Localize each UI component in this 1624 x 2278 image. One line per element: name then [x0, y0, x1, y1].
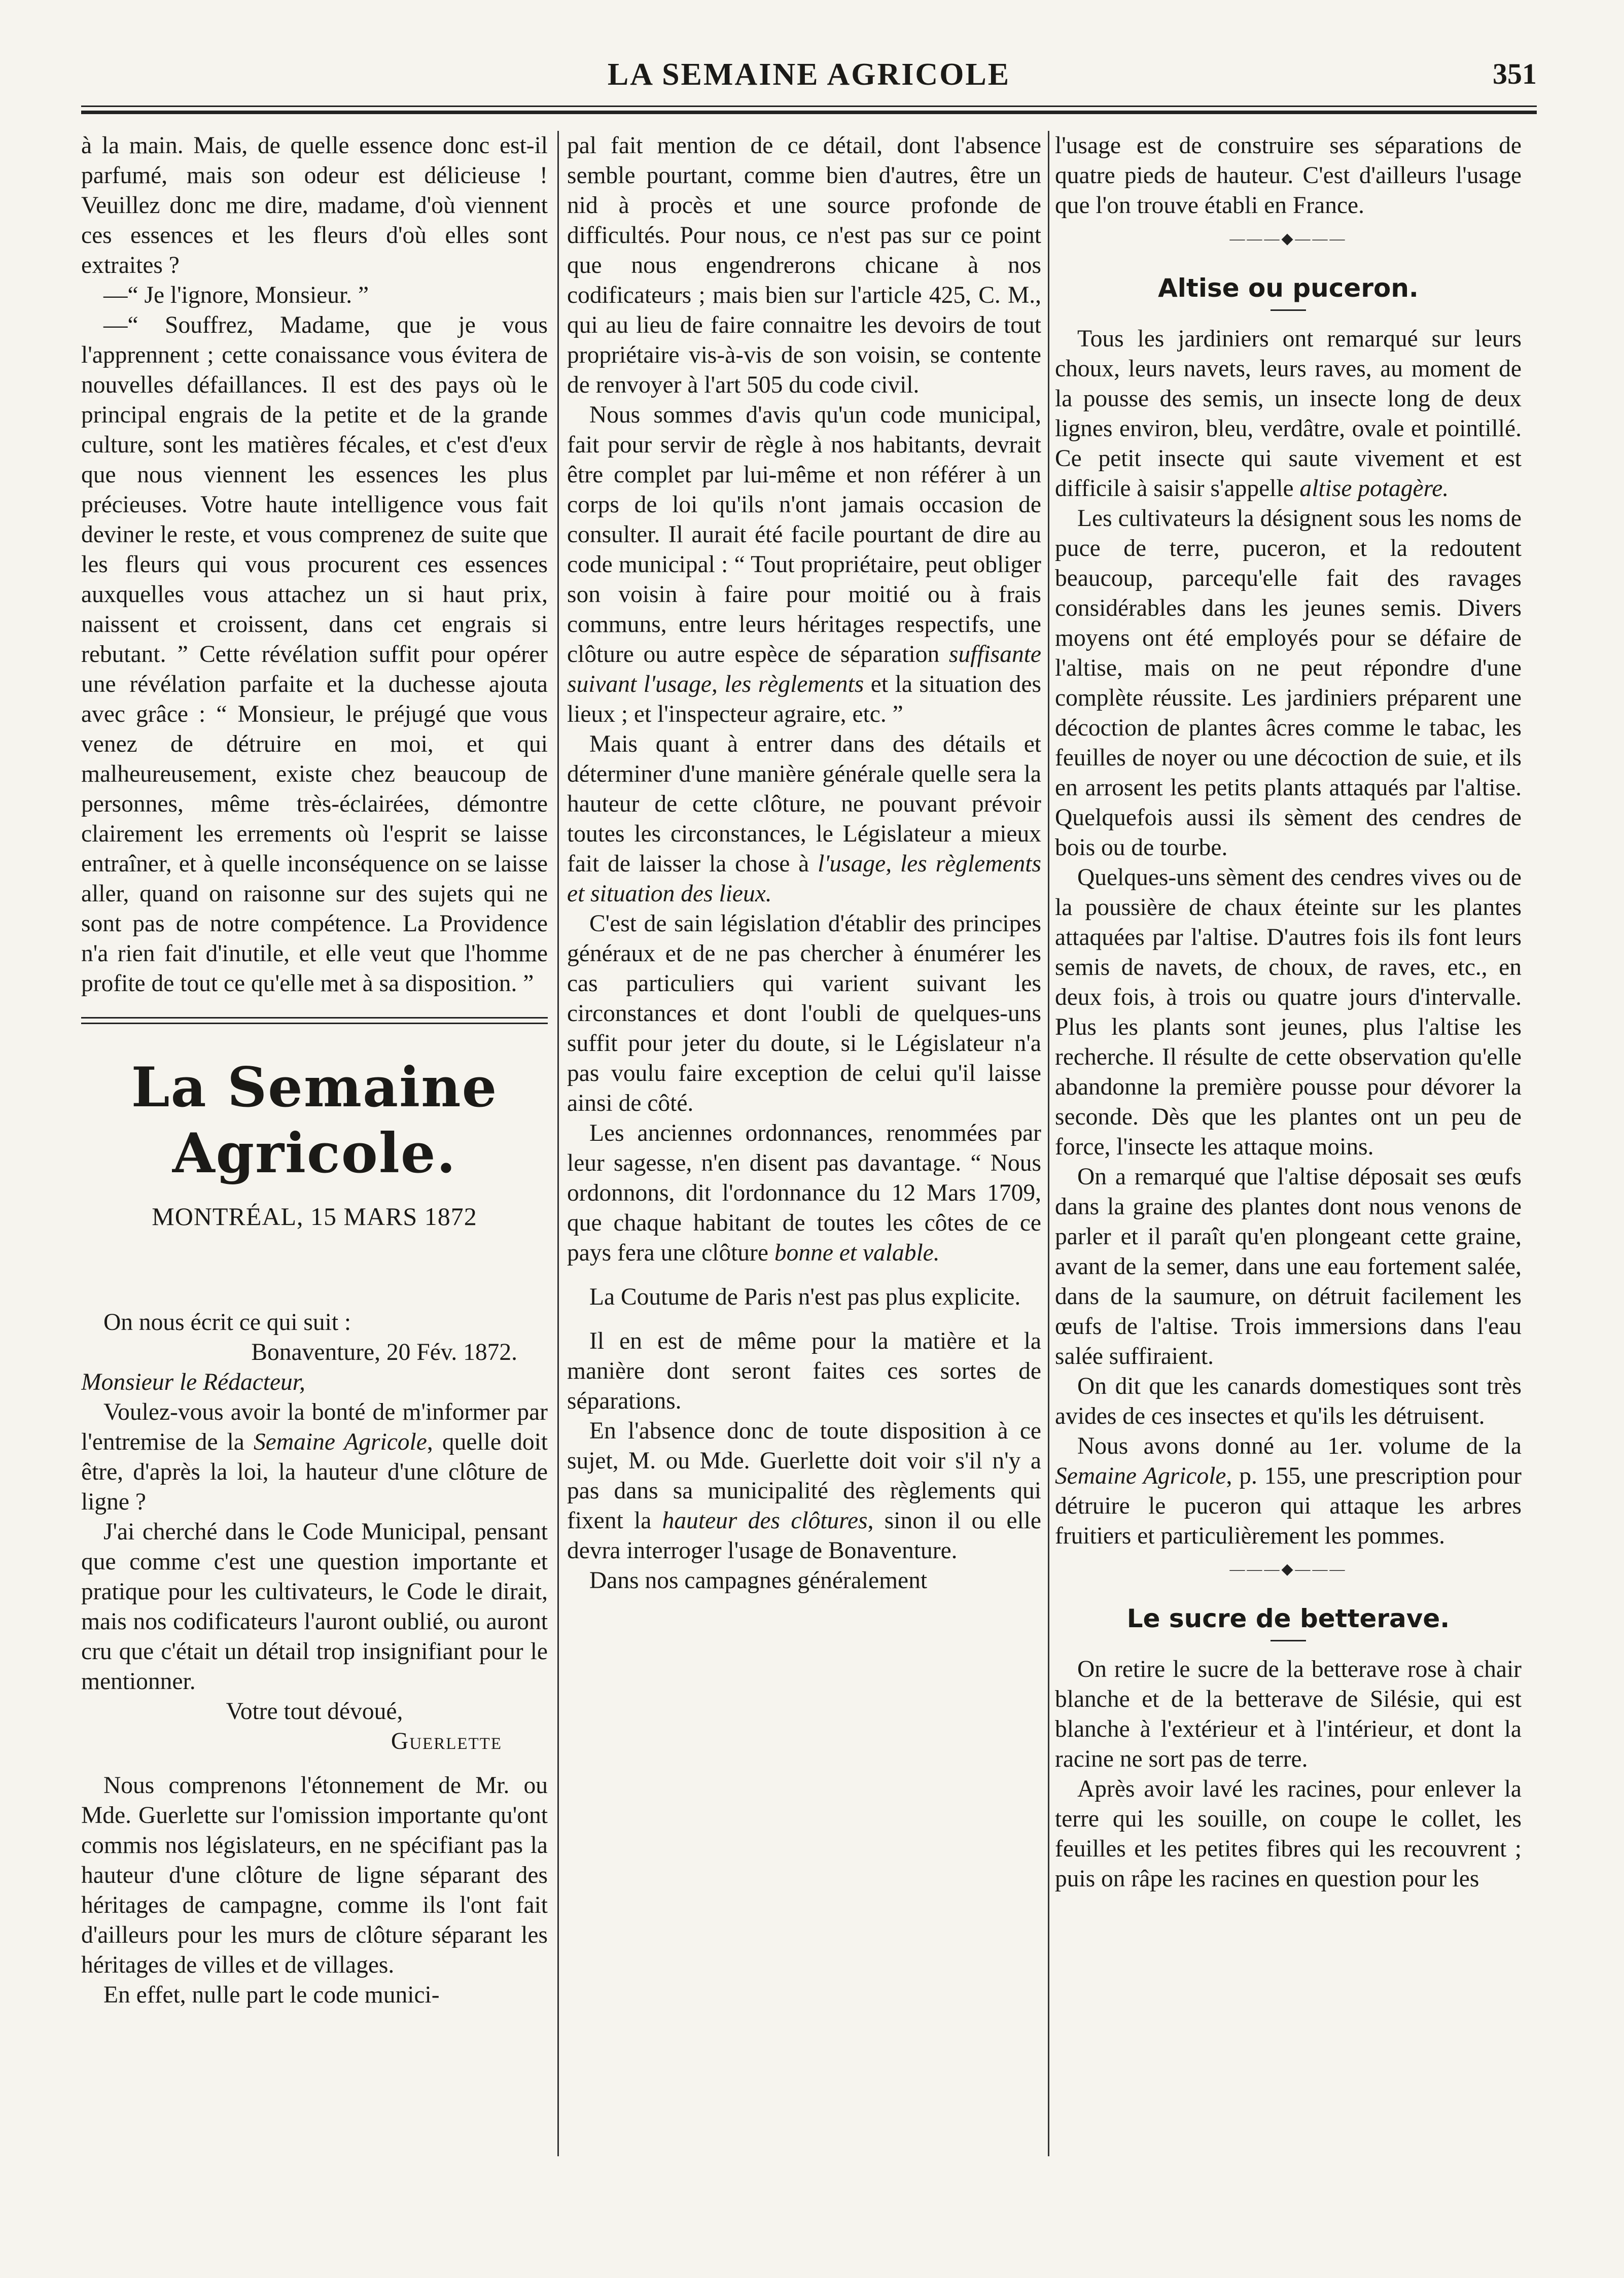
- text-run: En l'absence donc de toute disposition à ce sujet, M. ou Mde. Guerlette doit voir s'il n'y a pas dans sa municipalité des règlements qui fixent la: [567, 1418, 1041, 1534]
- paragraph: En effet, nulle part le code munici-: [103, 1982, 440, 2008]
- paragraph: l'usage est de construire ses séparations de quatre pieds de hauteur. C'est d'ailleurs l'usage que l'on trouve établi en France.: [1055, 132, 1522, 219]
- section-double-rule: [81, 1017, 548, 1024]
- masthead-title: La Semaine Agricole.: [131, 1056, 498, 1185]
- paragraph: Les cultivateurs la désignent sous les noms de puce de terre, puceron, et la redoutent beaucoup, parcequ'elle fait des ravages considérables dans les jeunes semis. Divers moyens ont été employés pour se défaire de l'altise, mais on ne peut répondre d'une complète réussite. Les jardiniers préparent une décoction de plantes âcres comme le tabac, les feuilles de noyer ou une décoction de suie, et ils en arrosent les petits plants attaqués par l'altise. Quelquefois aussi ils sèment des cendres de bois ou de tourbe.: [1055, 505, 1522, 861]
- text-run: , p. 155, une prescription pour détruire le puceron qui attaque les arbres fruitiers et particulièrement les pommes.: [1055, 1463, 1522, 1549]
- column-left: [81, 131, 548, 2156]
- heading-rule: [1270, 1640, 1306, 1641]
- text-run: Nous sommes d'avis qu'un code municipal, fait pour servir de règle à nos habitants, devrait être complet par lui-même et non référer à un corps de loi qu'ils n'ont jamais occasion de consulter. Il aurait été facile pourtant de dire au code municipal : “ Tout propriétaire, peut obliger son voisin à faire pour moitié ou à frais communs, entre leurs héritages respectifs, une clôture ou autre espèce de séparation: [567, 402, 1041, 668]
- paragraph: J'ai cherché dans le Code Municipal, pensant que comme c'est une question importante et pratique pour les cultivateurs, le Code le dirait, mais nos codificateurs l'auront oublié, ou auront cru que c'était un détail trop insignifiant pour le mentionner.: [81, 1519, 548, 1695]
- paragraph: On dit que les canards domestiques sont très avides de ces insectes et qu'ils les détruisent.: [1055, 1373, 1522, 1429]
- paragraph: pal fait mention de ce détail, dont l'absence semble pourtant, comme bien d'autres, être un nid à procès et une source profonde de difficultés. Pour nous, ce n'est pas sur ce point que nous engendrerons chicane à nos codificateurs ; mais bien sur l'article 425, C. M., qui au lieu de faire connaitre les devoirs de tout propriétaire vis-à-vis de son voisin, se contente de renvoyer à l'art 505 du code civil.: [567, 132, 1041, 398]
- paragraph: [567, 1118, 1041, 1268]
- header-rule-thick: [81, 111, 1537, 114]
- italic-run: suffisante suivant l'usage, les règlements: [567, 641, 1041, 697]
- paragraph: —“ Je l'ignore, Monsieur. ”: [103, 282, 369, 308]
- paragraph: La Coutume de Paris n'est pas plus explicite.: [589, 1284, 1021, 1310]
- paragraph: [567, 729, 1041, 909]
- section-heading: Altise ou puceron.: [1158, 273, 1419, 303]
- text-run: , sinon il ou elle devra interroger l'usage de Bonaventure.: [567, 1508, 1041, 1564]
- paragraph: On nous écrit ce qui suit :: [103, 1309, 351, 1336]
- column-divider-right: [1048, 131, 1049, 2156]
- paragraph: [81, 1397, 548, 1517]
- text-run: , quelle doit être, d'après la loi, la hauteur d'une clôture de ligne ?: [81, 1429, 548, 1515]
- page-number: 351: [1493, 57, 1537, 90]
- text-run: Nous avons donné au 1er. volume de la: [1077, 1433, 1522, 1459]
- letter-place-date: Bonaventure, 20 Fév. 1872.: [251, 1339, 517, 1365]
- text-run: Les anciennes ordonnances, renommées par leur sagesse, n'en disent pas davantage. “ Nous ordonnons, dit l'ordonnance du 12 Mars 1709, que chaque habitant de toutes les côtes de ce pays fera une clôture: [567, 1120, 1041, 1266]
- paragraph: Après avoir lavé les racines, pour enlever la terre qui les souille, on coupe le collet, les feuilles et les petites fibres qui les recouvrent ; puis on râpe les racines en question pour les: [1055, 1776, 1522, 1892]
- italic-run: Semaine Agricole: [1055, 1463, 1226, 1489]
- text-run: Tous les jardiniers ont remarqué sur leurs choux, leurs navets, leurs raves, au moment de la pousse des semis, un insecte long de deux lignes environ, bleu, verdâtre, ovale et pointillé. Ce petit insecte qui saute vivement et est difficile à saisir s'appelle: [1055, 326, 1522, 502]
- paragraph: Nous comprenons l'étonnement de Mr. ou Mde. Guerlette sur l'omission importante qu'ont commis nos législateurs, en ne spécifiant pas la hauteur d'une clôture de ligne séparant des héritages de campagne, comme ils l'ont fait d'ailleurs pour les murs de clôture séparant les héritages de villes et de villages.: [81, 1772, 548, 1978]
- ornament-divider: ———◆———: [1229, 230, 1347, 247]
- section-heading: Le sucre de betterave.: [1126, 1604, 1450, 1633]
- italic-run: l'usage, les règlements et situation des lieux.: [567, 851, 1041, 907]
- paragraph: —“ Souffrez, Madame, que je vous l'apprennent ; cette conaissance vous évitera de nouvelles défaillances. Il est des pays où le principal engrais de la petite et de la grande culture, sont les matières fécales, et c'est d'eux que nous viennent les essences les plus précieuses. Votre haute intelligence vous fait deviner le reste, et vous comprenez de suite que les fleurs qui vous procurent ces essences auxquelles vous attachez un si haut prix, naissent et croissent, dans cet engrais si rebutant. ” Cette révélation suffit pour opérer une révélation parfaite et la duchesse ajouta avec grâce : “ Monsieur, le préjugé que vous venez de détruire en moi, et qui malheureusement, existe chez beaucoup de personnes, même très-éclairées, démontre clairement les errements où l'esprit se laisse entraîner, et à quelle inconséquence on se laisse aller, quand on raisonne sur des sujets qui ne sont pas de notre compétence. La Providence n'a rien fait d'inutile, et elle veut que l'homme profite de tout ce qu'elle met à sa disposition. ”: [81, 312, 548, 997]
- column-right: [1055, 131, 1522, 2156]
- running-title: LA SEMAINE AGRICOLE: [607, 57, 1011, 92]
- header-rule-thin: [81, 106, 1537, 107]
- italic-run: altise potagère.: [1299, 475, 1449, 502]
- italic-run: Semaine Agricole: [254, 1429, 427, 1455]
- letter-closing: Votre tout dévoué,: [226, 1698, 403, 1725]
- page-header: [81, 57, 1537, 113]
- letter-salutation: Monsieur le Rédacteur,: [81, 1369, 305, 1395]
- paragraph: C'est de sain législation d'établir des principes généraux et de ne pas chercher à énumérer les cas particuliers qui varient suivant les circonstances et dont l'oubli de quelques-uns suffit pour jeter du doute, si le Législateur n'a pas voulu faire exception de celui qu'il laisse ainsi de côté.: [567, 910, 1041, 1116]
- text-run: Voulez-vous avoir la bonté de m'informer par l'entremise de la: [81, 1399, 548, 1455]
- paragraph: Il en est de même pour la matière et la manière dont seront faites ces sortes de séparations.: [567, 1328, 1041, 1414]
- ornament-divider: ———◆———: [1229, 1561, 1347, 1578]
- paragraph: [1055, 324, 1522, 504]
- paragraph: [567, 400, 1041, 729]
- letter-signature: Guerlette: [391, 1728, 502, 1755]
- paragraph: [567, 1416, 1041, 1566]
- text-run: Mais quant à entrer dans des détails et déterminer d'une manière générale quelle sera la hauteur de cette clôture, ne pouvant prévoir toutes les circonstances, le Législateur a mieux fait de laisser la chose à: [567, 731, 1041, 877]
- paragraph: [1055, 1431, 1522, 1551]
- paragraph: Quelques-uns sèment des cendres vives ou de la poussière de chaux éteinte sur les plantes attaquées par l'altise. D'autres fois ils font leurs semis de navets, de choux, de raves, etc., en deux fois, à trois ou quatre jours d'intervalle. Plus les plants sont jeunes, plus l'altise les recherche. Il résulte de cette observation qu'elle abandonne la première pousse pour dévorer la seconde. Dès que les plantes ont un peu de force, l'insecte les attaque moins.: [1055, 864, 1522, 1160]
- dateline: MONTRÉAL, 15 MARS 1872: [152, 1202, 477, 1231]
- column-middle: [567, 131, 1041, 2156]
- paragraph: à la main. Mais, de quelle essence donc est-il parfumé, mais son odeur est délicieuse ! Veuillez donc me dire, madame, d'où viennent ces essences et les fleurs d'où elles sont extraites ?: [81, 132, 548, 278]
- heading-rule: [1270, 309, 1306, 311]
- paragraph: Dans nos campagnes généralement: [589, 1567, 928, 1594]
- paragraph: On retire le sucre de la betterave rose à chair blanche et de la betterave de Silésie, qui est blanche à l'extérieur et à l'intérieur, et dont la racine ne sort pas de terre.: [1055, 1656, 1522, 1772]
- text-run: et la situation des lieux ; et l'inspecteur agraire, etc. ”: [567, 671, 1041, 727]
- paragraph: On a remarqué que l'altise déposait ses œufs dans la graine des plantes dont nous venons de parler et il paraît qu'en plongeant cette graine, avant de la semer, dans une eau fortement salée, dans de la saumure, on détruit facilement les œufs de l'altise. Trois immersions dans l'eau salée suffiraient.: [1055, 1164, 1522, 1370]
- column-divider-left: [557, 131, 559, 2156]
- italic-run: bonne et valable.: [774, 1240, 940, 1266]
- italic-run: hauteur des clôtures: [662, 1508, 868, 1534]
